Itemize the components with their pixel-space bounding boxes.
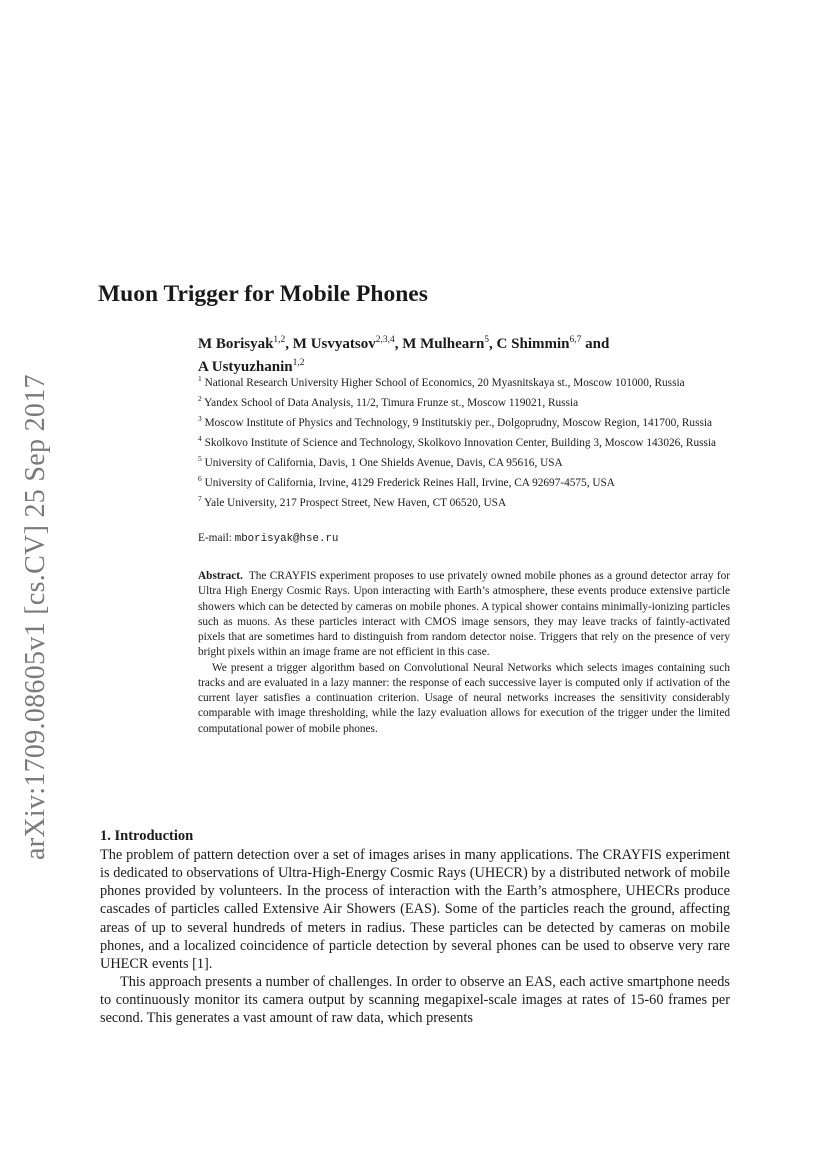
- affiliation: $^1$ National Research University Higher School of Economics, 20 Myasnitskaya st., Moscow 101000, Russia: [198, 374, 685, 389]
- arxiv-identifier-stamp: arXiv:1709.08605v1 [cs.CV] 25 Sep 2017: [20, 374, 51, 860]
- author: M Borisyak$^{1,2}$,: [198, 335, 293, 352]
- email-address: mborisyak@hse.ru: [234, 533, 339, 545]
- author: C Shimmin$^{6,7}$ and: [496, 335, 610, 352]
- affiliation: $^7$ Yale University, 217 Prospect Street, New Haven, CT 06520, USA: [198, 494, 507, 510]
- abstract-paragraph: Abstract. The CRAYFIS experiment proposes to use privately owned mobile phones as a ground detector array for Ultra High Energy Cosmic Rays. Upon interacting with Earth’s atmosphere, these events produce extensive particle showers which can be detected by cameras on mobile phones. A typical shower contains minimally-ionizing particles such as muons. As these particles interact with CMOS image sensors, they may leave tracks of faintly-activated pixels that are sometimes hard to distinguish from random detector noise. Triggers that rely on the presence of very bright pixels within an image frame are not efficient in this case.: [198, 570, 730, 659]
- author: M Usvyatsov$^{2,3,4}$,: [292, 335, 403, 352]
- affiliation-list: [198, 371, 718, 511]
- email-label: E-mail:: [198, 532, 235, 544]
- affiliation: $^5$ University of California, Davis, 1 One Shields Avenue, Davis, CA 95616, USA: [198, 454, 563, 470]
- affiliation: $^6$ University of California, Irvine, 4129 Frederick Reines Hall, Irvine, CA 92697-4575, USA: [198, 474, 615, 490]
- affiliation: $^2$ Yandex School of Data Analysis, 11/2, Timura Frunze st., Moscow 119021, Russia: [198, 394, 579, 409]
- abstract-paragraph: We present a trigger algorithm based on Convolutional Neural Networks which selects images containing such tracks and are evaluated in a lazy manner: the response of each successive layer is computed only if activation of the current layer satisfies a continuation criterion. Usage of neural networks increases the sensitivity considerably comparable with image thresholding, while the lazy evaluation allows for execution of the trigger under the limited computational power of mobile phones.: [198, 661, 730, 735]
- paper-title: Muon Trigger for Mobile Phones: [98, 281, 428, 307]
- section-heading: 1. Introduction: [100, 828, 194, 844]
- author: A Ustyuzhanin$^{1,2}$: [198, 358, 305, 375]
- affiliation: $^3$ Moscow Institute of Physics and Technology, 9 Institutskiy per., Dolgoprudny, Moscow Region, 141700, Russia: [198, 414, 713, 429]
- abstract-label: Abstract.: [198, 570, 243, 582]
- section-body: [100, 846, 730, 1028]
- author: M Mulhearn$^5$,: [402, 335, 497, 352]
- body-paragraph: This approach presents a number of challenges. In order to observe an EAS, each active smartphone needs to continuously monitor its camera output by scanning megapixel-scale images at rates of 15-60 frames per second. This generates a vast amount of raw data, which presents: [100, 974, 730, 1027]
- body-paragraph: The problem of pattern detection over a set of images arises in many applications. The CRAYFIS experiment is dedicated to observations of Ultra-High-Energy Cosmic Rays (UHECR) by a distributed network of mobile phones provided by volunteers. In the process of interaction with the Earth’s atmosphere, UHECRs produce cascades of particles called Extensive Air Showers (EAS). Some of the particles reach the ground, affecting areas of up to several hundreds of meters in radius. These particles can be detected by cameras on mobile phones, and a localized coincidence of particle detection by several phones can be used to observe very rare UHECR events [1].: [100, 847, 730, 972]
- contact-email: [198, 532, 338, 545]
- affiliation: $^4$ Skolkovo Institute of Science and Technology, Skolkovo Innovation Center, Building 3, Moscow 143026, Russia: [198, 434, 717, 449]
- abstract: [198, 569, 730, 737]
